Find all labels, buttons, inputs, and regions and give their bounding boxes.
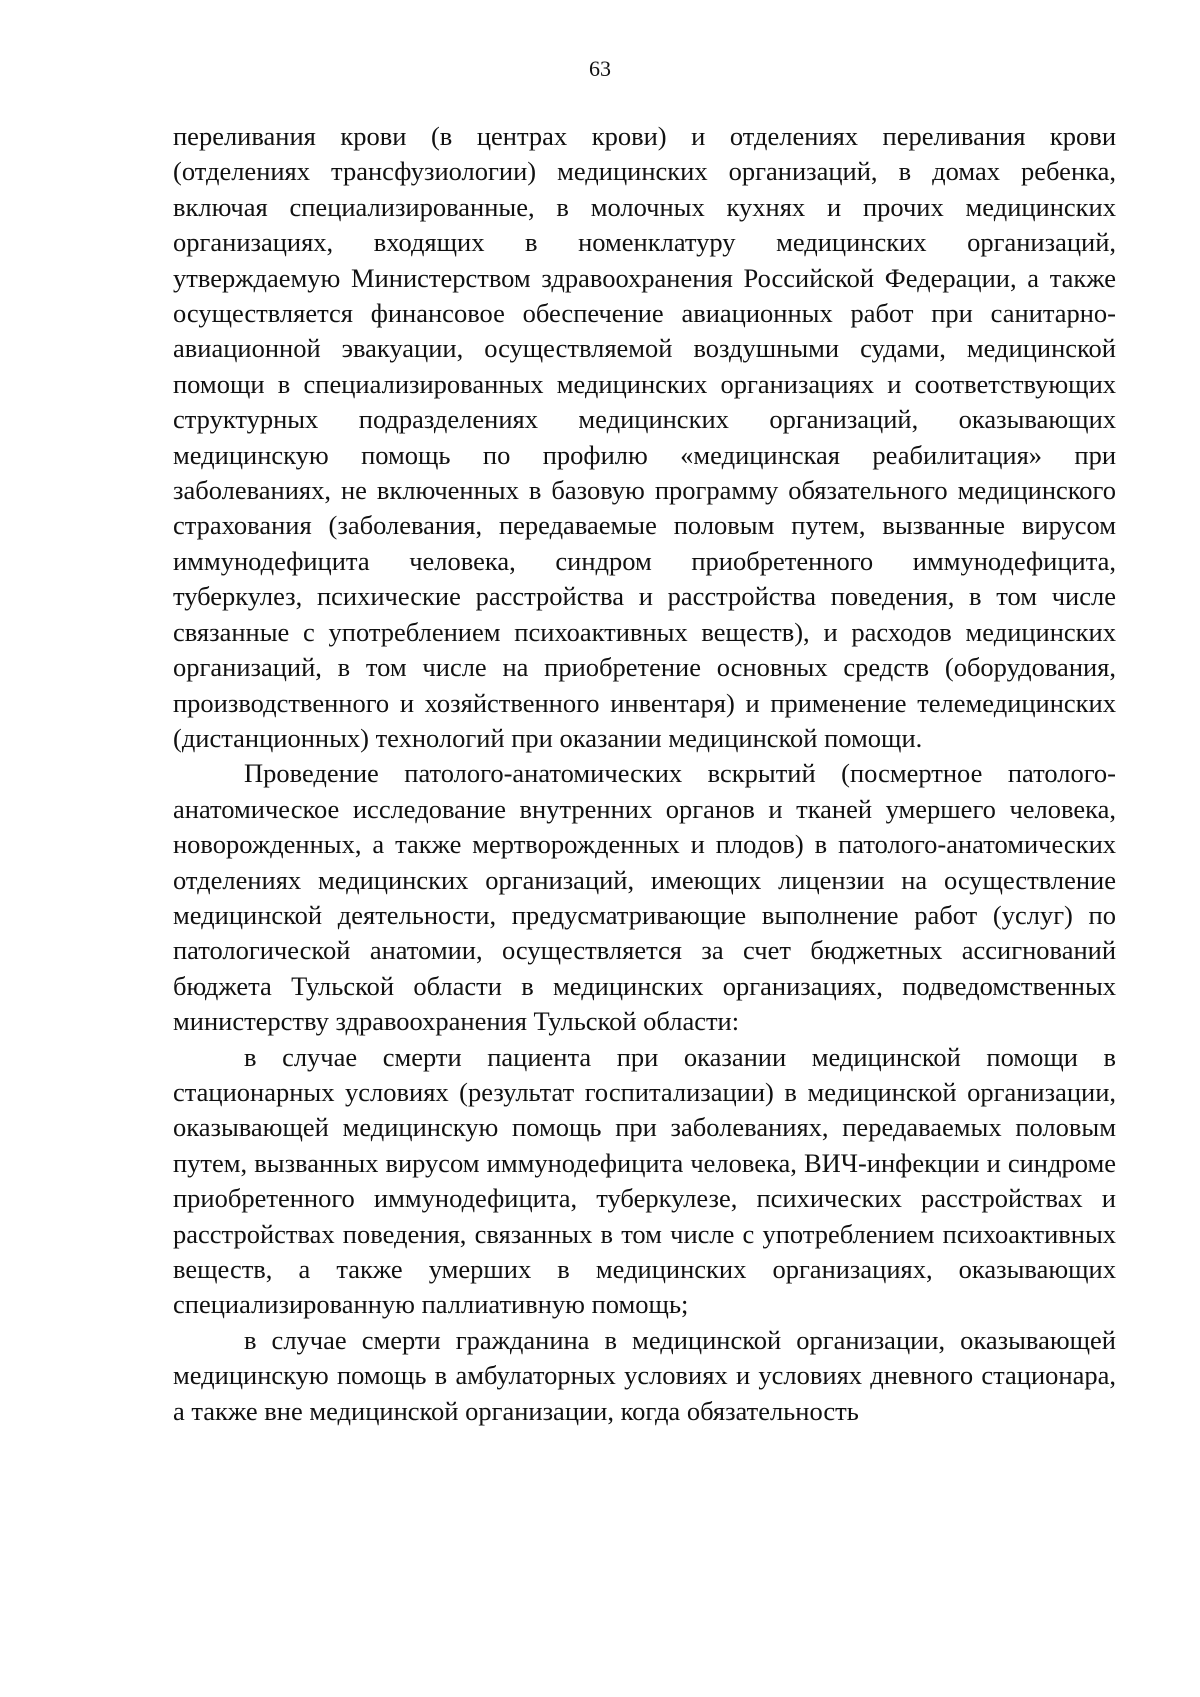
body-text [173, 119, 1116, 1429]
paragraph-1: переливания крови (в центрах крови) и отделениях переливания крови (отделениях трансфузиологии) медицинских организаций, в домах ребенка, включая специализированные, в молочных кухнях и прочих медицинских организациях, входящих в номенклатуру медицинских организаций, утверждаемую Министерством здравоохранения Российской Федерации, а также осуществляется финансовое обеспечение авиационных работ при санитарно-авиационной эвакуации, осуществляемой воздушными судами, медицинской помощи в специализированных медицинских организациях и соответствующих структурных подразделениях медицинских организаций, оказывающих медицинскую помощь по профилю «медицинская реабилитация» при заболеваниях, не включенных в базовую программу обязательного медицинского страхования (заболевания, передаваемые половым путем, вызванные вирусом иммунодефицита человека, синдром приобретенного иммунодефицита, туберкулез, психические расстройства и расстройства поведения, в том числе связанные с употреблением психоактивных веществ), и расходов медицинских организаций, в том числе на приобретение основных средств (оборудования, производственного и хозяйственного инвентаря) и применение телемедицинских (дистанционных) технологий при оказании медицинской помощи. [173, 121, 1116, 753]
paragraph-4: в случае смерти гражданина в медицинской организации, оказывающей медицинскую помощь в амбулаторных условиях и условиях дневного стационара, а также вне медицинской организации, когда обязательность [173, 1324, 1116, 1426]
page-number: 63 [589, 56, 611, 81]
paragraph-2: Проведение патолого-анатомических вскрытий (посмертное патолого-анатомическое исследование внутренних органов и тканей умершего человека, новорожденных, а также мертворожденных и плодов) в патолого-анатомических отделениях медицинских организаций, имеющих лицензии на осуществление медицинской деятельности, предусматривающие выполнение работ (услуг) по патологической анатомии, осуществляется за счет бюджетных ассигнований бюджета Тульской области в медицинских организациях, подведомственных министерству здравоохранения Тульской области: [173, 758, 1116, 1037]
paragraph-3: в случае смерти пациента при оказании медицинской помощи в стационарных условиях (результат госпитализации) в медицинской организации, оказывающей медицинскую помощь при заболеваниях, передаваемых половым путем, вызванных вирусом иммунодефицита человека, ВИЧ-инфекции и синдроме приобретенного иммунодефицита, туберкулезе, психических расстройствах и расстройствах поведения, связанных в том числе с употреблением психоактивных веществ, а также умерших в медицинских организациях, оказывающих специализированную паллиативную помощь; [173, 1041, 1116, 1320]
